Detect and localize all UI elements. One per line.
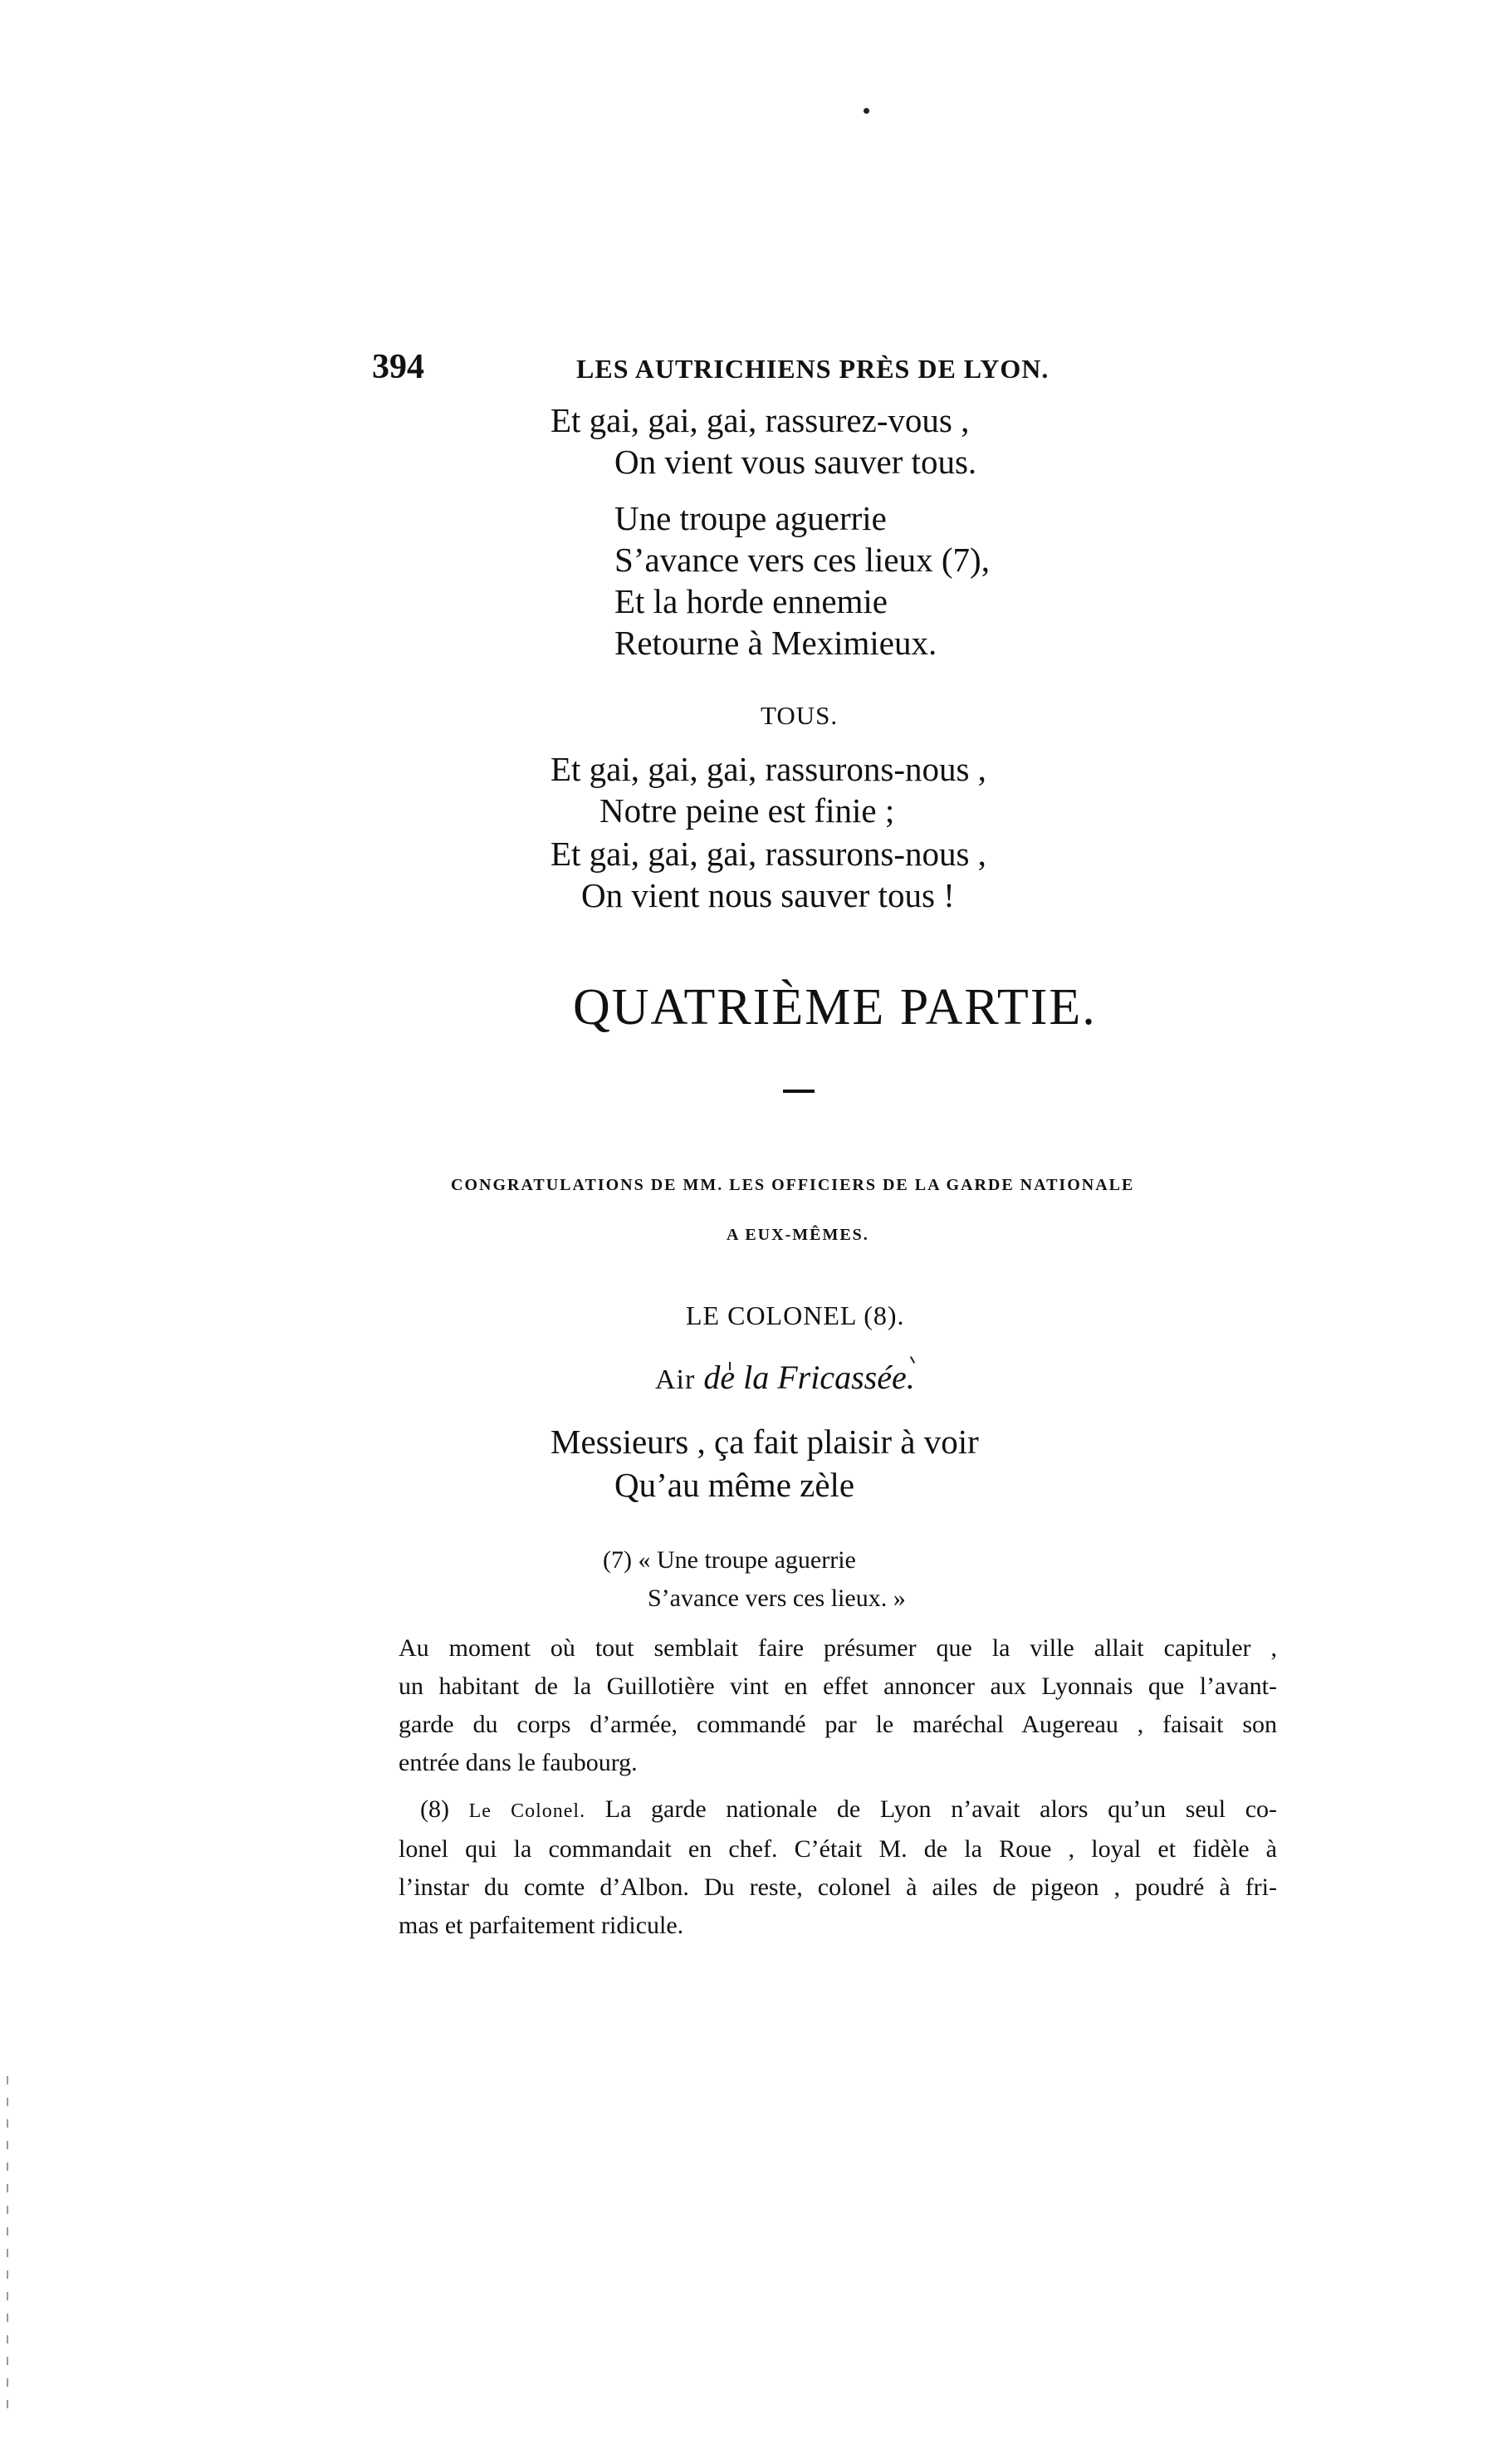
footnote-line: entrée dans le faubourg. xyxy=(399,1749,638,1776)
verse-line: Messieurs , ça fait plaisir à voir xyxy=(550,1423,979,1461)
verse-line: Qu’au même zèle xyxy=(614,1466,855,1504)
air-indication xyxy=(655,1358,915,1397)
footnote-7-quote xyxy=(603,1546,856,1575)
verse-line: Et gai, gai, gai, rassurons-nous , xyxy=(550,750,986,788)
footnote-marker: (8) xyxy=(420,1795,449,1823)
verse-line: Notre peine est finie ; xyxy=(599,791,895,830)
footnote-line: mas et parfaitement ridicule. xyxy=(399,1912,684,1939)
footnote-line: garde du corps d’armée, commandé par le maréchal Augereau , faisait son xyxy=(399,1711,1277,1738)
footnote-line xyxy=(399,1790,1277,1830)
speaker-label: TOUS. xyxy=(761,701,839,730)
verse-line: Et la horde ennemie xyxy=(614,582,888,620)
verse-line: Et gai, gai, gai, rassurons-nous , xyxy=(550,835,986,873)
footnote-marker: (7) xyxy=(603,1546,632,1574)
footnote-line-text: La garde nationale de Lyon n’avait alors qu’un seul co- xyxy=(604,1795,1278,1823)
page-number: 394 xyxy=(372,348,424,386)
footnote-line: lonel qui la commandait en chef. C’était M. de la Roue , loyal et fidèle à xyxy=(399,1835,1277,1863)
verse-line: On vient nous sauver tous ! xyxy=(581,876,955,914)
verse-line: Une troupe aguerrie xyxy=(614,499,887,537)
section-heading-continued: A EUX-MÊMES. xyxy=(727,1226,869,1244)
part-title: QUATRIÈME PARTIE. xyxy=(573,979,1097,1036)
footnote-label: Le Colonel. xyxy=(468,1800,586,1822)
footnote-8-text xyxy=(399,1790,1277,1945)
air-title: de la Fricassée. xyxy=(703,1359,915,1396)
footnote-line: Au moment où tout semblait faire présumer que la ville allait capituler , xyxy=(399,1634,1277,1662)
footnote-line: un habitant de la Guillotière vint en effet annoncer aux Lyonnais que l’avant- xyxy=(399,1673,1277,1700)
verse-line: On vient vous sauver tous. xyxy=(614,443,977,481)
section-heading: CONGRATULATIONS DE MM. LES OFFICIERS DE LA GARDE NATIONALE xyxy=(451,1176,1135,1194)
footnote-line: l’instar du comte d’Albon. Du reste, colonel à ailes de pigeon , poudré à fri- xyxy=(399,1873,1277,1901)
footnote-quote-line: « Une troupe aguerrie xyxy=(638,1546,856,1574)
footnote-quote-line: S’avance vers ces lieux. » xyxy=(648,1584,906,1612)
footnote-7-text xyxy=(399,1629,1277,1782)
verse-line: S’avance vers ces lieux (7), xyxy=(614,541,990,579)
verse-line: Et gai, gai, gai, rassurez-vous , xyxy=(550,401,970,439)
verse-line: Retourne à Meximieux. xyxy=(614,624,937,662)
running-title: LES AUTRICHIENS PRÈS DE LYON. xyxy=(576,354,1050,384)
air-label: Air xyxy=(655,1364,696,1395)
separator-rule xyxy=(783,1090,815,1093)
speaker-label: LE COLONEL (8). xyxy=(686,1300,905,1330)
ink-speck xyxy=(864,108,869,114)
scan-edge-dashes xyxy=(7,2076,8,2408)
